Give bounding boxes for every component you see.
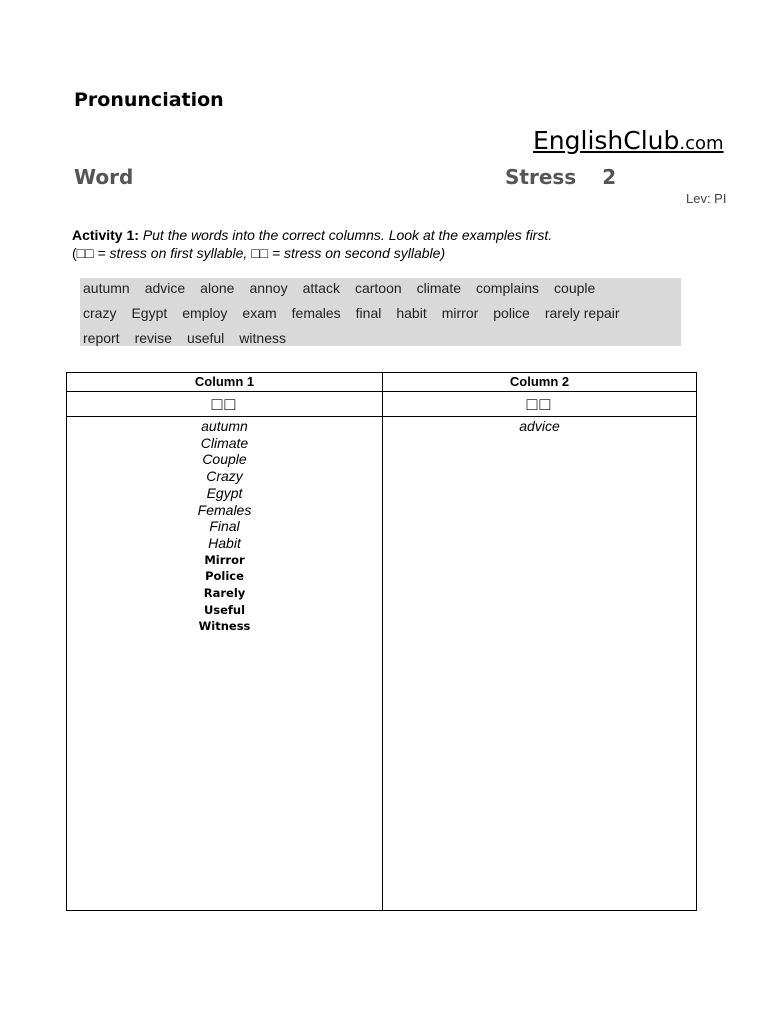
activity-line-2	[72, 244, 692, 262]
list-item: Habit	[208, 534, 241, 551]
word-bank-item: witness	[239, 330, 286, 346]
brand-domain: .com	[679, 133, 724, 154]
legend-first-glyph: □□	[76, 245, 94, 261]
column-1-list	[67, 417, 382, 635]
list-item: Final	[209, 518, 240, 535]
word-bank-item: crazy	[83, 305, 117, 321]
word-bank	[80, 278, 681, 346]
word-bank-item: habit	[396, 305, 427, 321]
activity-instructions	[72, 226, 692, 262]
column-2-list	[383, 417, 696, 435]
list-item: Females	[197, 501, 252, 518]
word-bank-item: mirror	[441, 305, 479, 321]
list-item: Useful	[203, 602, 246, 617]
list-item: Police	[205, 569, 244, 584]
legend-open: (	[72, 245, 77, 261]
brand-name: EnglishClub	[533, 126, 680, 155]
answer-table	[66, 372, 697, 911]
list-item: advice	[519, 418, 560, 434]
word-bank-item: complains	[476, 280, 540, 296]
brand-logo	[533, 126, 724, 155]
column-1-header: Column 1	[67, 373, 382, 392]
word-bank-item: climate	[416, 280, 462, 296]
word-bank-item: couple	[554, 280, 596, 296]
word-bank-row	[83, 330, 301, 346]
list-item: Egypt	[206, 484, 243, 501]
column-1	[67, 373, 383, 910]
word-bank-item: police	[493, 305, 530, 321]
column-2-stress-pattern: □□	[383, 392, 696, 417]
list-item: Rarely	[203, 586, 246, 601]
word-bank-item: final	[355, 305, 382, 321]
list-item: Climate	[200, 434, 249, 451]
page-title: Pronunciation	[74, 89, 224, 111]
word-bank-item: cartoon	[354, 280, 402, 296]
word-bank-item: employ	[182, 305, 228, 321]
word-bank-item: attack	[302, 280, 340, 296]
list-item: Mirror	[204, 552, 245, 567]
word-bank-item: rarely repair	[544, 305, 620, 321]
word-bank-item: autumn	[83, 280, 130, 296]
list-item: Couple	[202, 451, 247, 468]
legend-second-glyph: □□	[251, 245, 269, 261]
activity-label: Activity 1:	[72, 227, 139, 243]
activity-line-1	[72, 226, 692, 244]
word-bank-item: females	[291, 305, 341, 321]
list-item: Crazy	[206, 468, 243, 485]
legend-first-text: = stress on first syllable,	[93, 245, 252, 261]
subtitle-word: Word	[74, 165, 134, 189]
subtitle-stress-label: Stress	[505, 165, 577, 189]
word-bank-item: alone	[200, 280, 235, 296]
word-bank-row	[83, 305, 620, 321]
list-item: Witness	[198, 619, 251, 634]
column-1-stress-pattern: □□	[67, 392, 382, 417]
subtitle-stress-number: 2	[602, 165, 617, 189]
word-bank-item: report	[83, 330, 120, 346]
activity-instruction: Put the words into the correct columns. Look at the examples first.	[142, 227, 553, 243]
word-bank-item: revise	[134, 330, 172, 346]
level-label: Lev: PI	[686, 191, 727, 206]
column-2-header: Column 2	[383, 373, 696, 392]
word-bank-item: annoy	[249, 280, 288, 296]
subtitle-stress	[505, 165, 616, 189]
word-bank-item: Egypt	[131, 305, 168, 321]
legend-second-text: = stress on second syllable)	[268, 245, 446, 261]
column-2	[383, 373, 696, 910]
word-bank-item: advice	[144, 280, 186, 296]
word-bank-item: useful	[186, 330, 225, 346]
list-item: autumn	[201, 418, 248, 434]
word-bank-row	[83, 280, 610, 296]
word-bank-item: exam	[242, 305, 277, 321]
